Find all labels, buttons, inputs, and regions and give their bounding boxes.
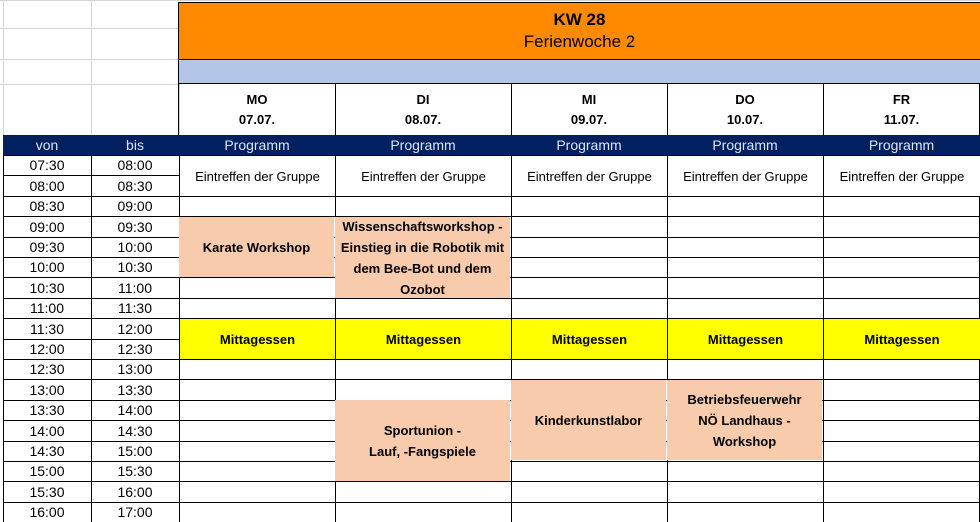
time-from: 10:30	[29, 279, 65, 296]
time-from: 08:00	[29, 177, 65, 194]
lunch-cell: Mittagessen	[668, 319, 823, 359]
day-abbr: DO	[735, 92, 755, 107]
week-subtitle: Ferienwoche 2	[523, 32, 636, 51]
time-to: 11:00	[118, 279, 152, 296]
day-header-mo	[179, 86, 335, 134]
time-from: 08:30	[29, 198, 65, 214]
event-science-line2: Einstieg in die Robotik mit	[340, 239, 505, 255]
event-science-line4: Ozobot	[400, 281, 445, 297]
time-to: 14:00	[117, 402, 153, 418]
lunch-cell: Mittagessen	[336, 319, 511, 359]
event-science-line3: dem Bee-Bot und dem	[353, 260, 492, 276]
week-title-block	[179, 3, 980, 59]
time-to: 10:30	[117, 259, 153, 275]
time-to: 08:30	[117, 177, 153, 194]
event-feuerwehr-line3: Workshop	[712, 433, 777, 449]
arrival-cell: Eintreffen der Gruppe	[668, 156, 823, 196]
arrival-cell: Eintreffen der Gruppe	[336, 156, 511, 196]
event-kinderkunstlabor	[511, 380, 666, 460]
lunch-cell: Mittagessen	[824, 319, 980, 359]
event-sport-line2: Lauf, -Fangspiele	[369, 443, 476, 459]
event-wissenschaftsworkshop	[335, 217, 510, 298]
time-to: 09:00	[117, 198, 153, 214]
time-from: 15:30	[29, 483, 65, 500]
day-date: 09.07.	[570, 112, 608, 127]
event-karate-workshop	[179, 217, 334, 277]
event-feuerwehr-line1: Betriebsfeuerwehr	[687, 391, 802, 407]
time-to: 12:00	[117, 320, 153, 337]
day-header-fr	[823, 86, 980, 134]
column-header-programm: Programm	[335, 135, 511, 155]
time-to: 13:00	[117, 361, 153, 377]
event-sportunion	[335, 400, 510, 481]
time-to: 11:30	[118, 300, 152, 316]
event-science-line1: Wissenschaftsworkshop -	[342, 218, 503, 234]
time-to: 12:30	[117, 341, 153, 357]
border-blue-bottom	[179, 83, 980, 84]
lunch-cell: Mittagessen	[512, 319, 667, 359]
event-sport-line1: Sportunion -	[383, 422, 462, 438]
day-abbr: DI	[416, 92, 430, 107]
time-from: 11:00	[30, 300, 64, 316]
arrival-cell: Eintreffen der Gruppe	[180, 156, 335, 196]
time-from: 10:00	[29, 259, 65, 275]
time-to: 10:00	[117, 239, 153, 255]
arrival-cell: Eintreffen der Gruppe	[824, 156, 980, 196]
grid-hline-left	[0, 84, 179, 85]
column-header-programm: Programm	[823, 135, 980, 155]
column-header-programm: Programm	[511, 135, 667, 155]
time-to: 08:00	[117, 157, 153, 173]
time-to: 16:00	[117, 483, 153, 500]
day-abbr: MI	[581, 92, 597, 107]
grid-vline-left	[91, 0, 92, 135]
column-header-von: von	[3, 135, 91, 155]
time-from: 12:30	[29, 361, 65, 377]
time-to: 15:30	[117, 463, 153, 479]
event-feuerwehr-line2: NÖ Landhaus -	[698, 412, 791, 428]
day-date: 07.07.	[238, 112, 276, 127]
day-header-mi	[511, 86, 667, 134]
day-header-di	[335, 86, 511, 134]
blue-band	[179, 60, 980, 83]
time-from: 11:30	[30, 320, 64, 337]
event-betriebsfeuerwehr	[667, 380, 822, 460]
time-to: 09:30	[117, 218, 153, 235]
event-karate-label: Karate Workshop	[202, 239, 311, 255]
time-from: 13:30	[29, 402, 65, 418]
day-date: 11.07.	[883, 112, 920, 127]
time-from: 09:00	[29, 218, 65, 235]
column-header-programm: Programm	[667, 135, 823, 155]
column-header-programm: Programm	[179, 135, 335, 155]
time-to: 17:00	[117, 504, 153, 520]
time-from: 15:00	[29, 463, 65, 479]
time-to: 15:00	[117, 443, 153, 459]
day-header-do	[667, 86, 823, 134]
week-number: KW 28	[553, 10, 606, 29]
event-kunst-label: Kinderkunstlabor	[534, 412, 643, 428]
day-abbr: MO	[246, 92, 268, 107]
time-from: 14:30	[29, 443, 65, 459]
grid-vline-left	[3, 0, 4, 135]
day-date: 08.07.	[404, 112, 442, 127]
day-date: 10.07.	[726, 112, 764, 127]
time-from: 14:00	[29, 422, 65, 439]
time-to: 14:30	[117, 422, 153, 439]
lunch-cell: Mittagessen	[180, 319, 335, 359]
time-from: 07:30	[29, 157, 65, 173]
time-from: 09:30	[29, 239, 65, 255]
arrival-cell: Eintreffen der Gruppe	[512, 156, 667, 196]
time-to: 13:30	[117, 381, 153, 398]
time-from: 16:00	[29, 504, 65, 520]
column-header-bis: bis	[91, 135, 179, 155]
grid-hline-top	[0, 0, 980, 1]
day-abbr: FR	[892, 92, 911, 107]
time-from: 13:00	[29, 381, 65, 398]
grid-hline-left	[0, 59, 179, 60]
time-from: 12:00	[29, 341, 65, 357]
grid-hline-left	[0, 28, 179, 29]
